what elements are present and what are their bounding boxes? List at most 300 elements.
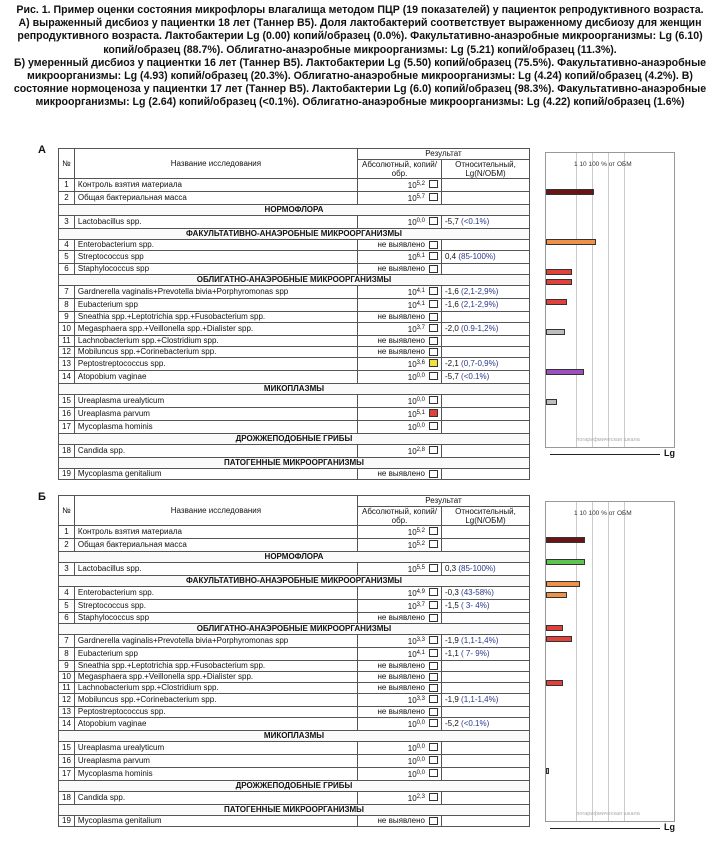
rel-range: ( 7- 9%) <box>461 649 490 658</box>
value-bar <box>546 625 563 631</box>
abs-base: 10 <box>407 720 417 729</box>
row-number: 8 <box>59 299 75 312</box>
rel-cell <box>442 347 530 358</box>
rel-value: -1,6 <box>445 287 459 296</box>
rel-range: (85-100%) <box>458 252 496 261</box>
row-number: 14 <box>59 718 75 731</box>
checkbox[interactable] <box>429 409 438 417</box>
checkbox[interactable] <box>429 636 438 644</box>
row-number: 13 <box>59 707 75 718</box>
test-name: Candida spp. <box>74 445 357 458</box>
abs-cell <box>358 755 442 768</box>
row-number: 1 <box>59 179 75 192</box>
table-row <box>59 683 530 694</box>
checkbox[interactable] <box>429 540 438 548</box>
table-row <box>59 661 530 672</box>
abs-base: 10 <box>407 541 417 550</box>
table-row <box>59 742 530 755</box>
rel-cell <box>442 526 530 539</box>
col-name-header: Название исследования <box>74 149 357 179</box>
abs-exponent: 0,0 <box>416 720 425 726</box>
abs-cell <box>358 563 442 576</box>
row-number: 18 <box>59 792 75 805</box>
abs-base: 10 <box>407 637 417 646</box>
value-bar <box>546 329 565 335</box>
abs-cell <box>358 718 442 731</box>
abs-cell <box>358 408 442 421</box>
checkbox[interactable] <box>429 695 438 703</box>
checkbox[interactable] <box>429 324 438 332</box>
value-bar <box>546 269 572 275</box>
abs-cell <box>358 336 442 347</box>
abs-base: 10 <box>407 194 417 203</box>
abs-value: не выявлено <box>377 707 425 716</box>
checkbox[interactable] <box>429 193 438 201</box>
row-number: 19 <box>59 816 75 827</box>
row-number: 17 <box>59 768 75 781</box>
section-header: ОБЛИГАТНО-АНАЭРОБНЫЕ МИКРООРГАНИЗМЫ <box>59 624 530 635</box>
table-row <box>59 408 530 421</box>
abs-value: не выявлено <box>377 683 425 692</box>
rel-cell <box>442 336 530 347</box>
abs-base: 10 <box>407 288 417 297</box>
rel-range: (0.9-1,2%) <box>461 324 499 333</box>
col-rel-header: Относительный, Lg(N/ОБМ) <box>442 160 530 179</box>
col-name-header: Название исследования <box>74 496 357 526</box>
row-number: 16 <box>59 755 75 768</box>
log-bar-chart <box>545 152 675 448</box>
abs-exponent: 0,0 <box>416 744 425 750</box>
rel-value: -1,6 <box>445 300 459 309</box>
abs-value: не выявлено <box>377 613 425 622</box>
rel-cell <box>442 661 530 672</box>
table-row <box>59 240 530 251</box>
rel-value: -5,7 <box>445 372 459 381</box>
checkbox[interactable] <box>429 673 438 681</box>
test-name: Enterobacterium spp. <box>74 587 357 600</box>
abs-value: не выявлено <box>377 672 425 681</box>
test-name: Sneathia spp.+Leptotrichia spp.+Fusobacterium spp. <box>74 312 357 323</box>
panel-b <box>38 491 680 835</box>
test-name: Gardnerella vaginalis+Prevotella bivia+Porphyromonas spp <box>74 286 357 299</box>
chart-footnote: логарифмическая шкала <box>576 437 640 443</box>
table-row <box>59 792 530 805</box>
figure-caption <box>8 4 712 110</box>
test-name: Gardnerella vaginalis+Prevotella bivia+Porphyromonas spp <box>74 635 357 648</box>
test-name: Eubacterium spp <box>74 299 357 312</box>
rel-value: -2,1 <box>445 359 459 368</box>
checkbox[interactable] <box>429 614 438 622</box>
grid-line <box>608 502 609 821</box>
rel-range: ( 3- 4%) <box>461 601 490 610</box>
rel-cell <box>442 445 530 458</box>
checkbox[interactable] <box>429 708 438 716</box>
rel-cell <box>442 408 530 421</box>
rel-value: -1,5 <box>445 601 459 610</box>
checkbox[interactable] <box>429 684 438 692</box>
rel-range: (0,7-0,9%) <box>461 359 499 368</box>
checkbox[interactable] <box>429 719 438 727</box>
table-row <box>59 421 530 434</box>
test-name: Ureaplasma urealyticum <box>74 395 357 408</box>
rel-value: -1,9 <box>445 636 459 645</box>
test-name: Enterobacterium spp. <box>74 240 357 251</box>
row-number: 3 <box>59 563 75 576</box>
row-number: 12 <box>59 347 75 358</box>
checkbox[interactable] <box>429 662 438 670</box>
row-number: 12 <box>59 694 75 707</box>
chart-footnote: логарифмическая шкала <box>576 811 640 817</box>
abs-value: не выявлено <box>377 661 425 670</box>
abs-value: не выявлено <box>377 240 425 249</box>
value-bar <box>546 559 585 565</box>
abs-exponent: 4,1 <box>416 301 425 307</box>
abs-value: не выявлено <box>377 336 425 345</box>
abs-base: 10 <box>407 528 417 537</box>
rel-cell <box>442 718 530 731</box>
value-bar <box>546 369 584 375</box>
abs-cell <box>358 816 442 827</box>
grid-line <box>608 153 609 447</box>
test-name: Ureaplasma parvum <box>74 408 357 421</box>
rel-range: (43-58%) <box>461 588 494 597</box>
abs-cell <box>358 694 442 707</box>
row-number: 7 <box>59 635 75 648</box>
abs-cell <box>358 240 442 251</box>
checkbox[interactable] <box>429 601 438 609</box>
abs-cell <box>358 613 442 624</box>
rel-cell <box>442 323 530 336</box>
rel-value: -5,7 <box>445 217 459 226</box>
test-name: Общая бактериальная масса <box>74 539 357 552</box>
test-name: Mycoplasma genitalium <box>74 469 357 480</box>
test-name: Megasphaera spp.+Veillonella spp.+Dialister spp. <box>74 323 357 336</box>
abs-value: не выявлено <box>377 312 425 321</box>
checkbox[interactable] <box>429 372 438 380</box>
row-number: 4 <box>59 240 75 251</box>
rel-range: (1,1-1,4%) <box>461 636 499 645</box>
table-row <box>59 395 530 408</box>
row-number: 5 <box>59 251 75 264</box>
col-result-header: Результат <box>358 496 530 507</box>
checkbox[interactable] <box>429 527 438 535</box>
checkbox[interactable] <box>429 470 438 478</box>
row-number: 10 <box>59 672 75 683</box>
table-row <box>59 768 530 781</box>
panel-label: А <box>38 144 46 156</box>
section-header: ФАКУЛЬТАТИВНО-АНАЭРОБНЫЕ МИКРООРГАНИЗМЫ <box>59 229 530 240</box>
row-number: 3 <box>59 216 75 229</box>
abs-exponent: 2,8 <box>416 447 425 453</box>
abs-exponent: 5,1 <box>416 410 425 416</box>
chart-ticks: 1 10 100 % от ОБМ <box>574 510 632 517</box>
grid-line <box>576 502 577 821</box>
section-header: МИКОПЛАЗМЫ <box>59 384 530 395</box>
rel-value: -1,9 <box>445 695 459 704</box>
abs-exponent: 0,0 <box>416 757 425 763</box>
rel-cell <box>442 694 530 707</box>
abs-base: 10 <box>407 373 417 382</box>
abs-base: 10 <box>407 360 417 369</box>
row-number: 8 <box>59 648 75 661</box>
abs-cell <box>358 683 442 694</box>
table-row <box>59 613 530 624</box>
abs-cell <box>358 648 442 661</box>
abs-cell <box>358 264 442 275</box>
checkbox[interactable] <box>429 241 438 249</box>
rel-cell <box>442 707 530 718</box>
rel-cell <box>442 264 530 275</box>
results-table <box>58 148 530 480</box>
rel-cell <box>442 539 530 552</box>
section-header: НОРМОФЛОРА <box>59 205 530 216</box>
table-row <box>59 179 530 192</box>
checkbox[interactable] <box>429 313 438 321</box>
rel-cell <box>442 421 530 434</box>
checkbox[interactable] <box>429 252 438 260</box>
abs-cell <box>358 672 442 683</box>
abs-exponent: 0,0 <box>416 770 425 776</box>
section-header: НОРМОФЛОРА <box>59 552 530 563</box>
table-row <box>59 445 530 458</box>
abs-exponent: 4,9 <box>416 589 425 595</box>
row-number: 1 <box>59 526 75 539</box>
checkbox[interactable] <box>429 396 438 404</box>
abs-cell <box>358 661 442 672</box>
rel-range: (<0.1%) <box>461 372 490 381</box>
abs-cell <box>358 251 442 264</box>
checkbox[interactable] <box>429 649 438 657</box>
results-table <box>58 495 530 827</box>
table-row <box>59 336 530 347</box>
table-row <box>59 707 530 718</box>
table-row <box>59 347 530 358</box>
value-bar <box>546 189 594 195</box>
row-number: 19 <box>59 469 75 480</box>
row-number: 5 <box>59 600 75 613</box>
row-number: 9 <box>59 661 75 672</box>
section-header: ПАТОГЕННЫЕ МИКРООРГАНИЗМЫ <box>59 458 530 469</box>
rel-value: -1,1 <box>445 649 459 658</box>
rel-value: -2,0 <box>445 324 459 333</box>
abs-cell <box>358 299 442 312</box>
table-row <box>59 192 530 205</box>
abs-base: 10 <box>407 696 417 705</box>
table-row <box>59 587 530 600</box>
checkbox[interactable] <box>429 793 438 801</box>
col-abs-header: Абсолютный, копий/обр. <box>358 507 442 526</box>
test-name: Lactobacillus spp. <box>74 216 357 229</box>
abs-base: 10 <box>407 770 417 779</box>
value-bar <box>546 299 567 305</box>
row-number: 2 <box>59 539 75 552</box>
checkbox[interactable] <box>429 769 438 777</box>
test-name: Mycoplasma hominis <box>74 421 357 434</box>
abs-exponent: 0,0 <box>416 397 425 403</box>
rel-range: (2,1-2,9%) <box>461 300 499 309</box>
test-name: Atopobium vaginae <box>74 718 357 731</box>
abs-exponent: 5,2 <box>416 541 425 547</box>
test-name: Lachnobacterium spp.+Clostridium spp. <box>74 336 357 347</box>
abs-value: не выявлено <box>377 816 425 825</box>
test-name: Mycoplasma genitalium <box>74 816 357 827</box>
abs-exponent: 6,1 <box>416 253 425 259</box>
abs-cell <box>358 526 442 539</box>
table-row <box>59 358 530 371</box>
abs-base: 10 <box>407 565 417 574</box>
abs-cell <box>358 768 442 781</box>
rel-value: -0,3 <box>445 588 459 597</box>
value-bar <box>546 399 557 405</box>
test-name: Ureaplasma parvum <box>74 755 357 768</box>
checkbox[interactable] <box>429 217 438 225</box>
checkbox[interactable] <box>429 265 438 273</box>
table-row <box>59 312 530 323</box>
test-name: Общая бактериальная масса <box>74 192 357 205</box>
abs-base: 10 <box>407 757 417 766</box>
checkbox[interactable] <box>429 287 438 295</box>
rel-cell <box>442 240 530 251</box>
checkbox[interactable] <box>429 422 438 430</box>
rel-cell <box>442 613 530 624</box>
section-header: МИКОПЛАЗМЫ <box>59 731 530 742</box>
checkbox[interactable] <box>429 743 438 751</box>
table-row <box>59 563 530 576</box>
axis-arrow <box>550 454 660 455</box>
checkbox[interactable] <box>429 337 438 345</box>
row-number: 6 <box>59 613 75 624</box>
grid-line <box>624 153 625 447</box>
row-number: 10 <box>59 323 75 336</box>
test-name: Atopobium vaginae <box>74 371 357 384</box>
table-row <box>59 251 530 264</box>
rel-cell <box>442 600 530 613</box>
checkbox[interactable] <box>429 300 438 308</box>
test-name: Контроль взятия материала <box>74 179 357 192</box>
test-name: Eubacterium spp <box>74 648 357 661</box>
test-name: Mycoplasma hominis <box>74 768 357 781</box>
col-abs-header: Абсолютный, копий/обр. <box>358 160 442 179</box>
axis-label: Lg <box>664 822 675 832</box>
row-number: 15 <box>59 395 75 408</box>
abs-cell <box>358 445 442 458</box>
value-bar <box>546 581 580 587</box>
abs-cell <box>358 312 442 323</box>
grid-line <box>592 502 593 821</box>
table-row <box>59 286 530 299</box>
section-header: ФАКУЛЬТАТИВНО-АНАЭРОБНЫЕ МИКРООРГАНИЗМЫ <box>59 576 530 587</box>
value-bar <box>546 680 563 686</box>
grid-line <box>576 153 577 447</box>
table-row <box>59 526 530 539</box>
table-row <box>59 469 530 480</box>
abs-exponent: 5,2 <box>416 181 425 187</box>
abs-base: 10 <box>407 325 417 334</box>
caption-line: А) выраженный дисбиоз у пациентки 18 лет (Таннер В5). Доля лактобактерий соответствует выраженному дисбиозу для женщин репродуктивного возраста. Лактобактерии Lg (0.00) копий/образец (0.0%). Факультативно-анаэробные микроорганизмы: Lg (6.10) копий/образец (88.7%). Облигатно-анаэробные микроорганизмы: Lg (5.21) копий/образец (11.3%). <box>17 17 703 56</box>
test-name: Peptostreptococcus spp. <box>74 358 357 371</box>
row-number: 6 <box>59 264 75 275</box>
table-row <box>59 600 530 613</box>
rel-cell <box>442 635 530 648</box>
row-number: 14 <box>59 371 75 384</box>
checkbox[interactable] <box>429 588 438 596</box>
checkbox[interactable] <box>429 446 438 454</box>
abs-cell <box>358 421 442 434</box>
abs-base: 10 <box>407 589 417 598</box>
rel-cell <box>442 299 530 312</box>
abs-cell <box>358 600 442 613</box>
value-bar <box>546 592 567 598</box>
row-number: 11 <box>59 336 75 347</box>
table-row <box>59 635 530 648</box>
value-bar <box>546 537 585 543</box>
checkbox[interactable] <box>429 817 438 825</box>
checkbox[interactable] <box>429 348 438 356</box>
test-name: Mobiluncus spp.+Corinebacterium spp. <box>74 694 357 707</box>
rel-cell <box>442 683 530 694</box>
test-name: Megasphaera spp.+Veillonella spp.+Dialister spp. <box>74 672 357 683</box>
test-name: Peptostreptococcus spp. <box>74 707 357 718</box>
abs-base: 10 <box>407 423 417 432</box>
abs-cell <box>358 395 442 408</box>
value-bar <box>546 636 572 642</box>
rel-cell <box>442 469 530 480</box>
abs-base: 10 <box>407 650 417 659</box>
abs-exponent: 3,6 <box>416 360 425 366</box>
axis-arrow <box>550 828 660 829</box>
rel-range: (2,1-2,9%) <box>461 287 499 296</box>
abs-base: 10 <box>407 301 417 310</box>
checkbox[interactable] <box>429 564 438 572</box>
abs-value: не выявлено <box>377 264 425 273</box>
abs-value: не выявлено <box>377 347 425 356</box>
col-rel-header: Относительный, Lg(N/ОБМ) <box>442 507 530 526</box>
abs-exponent: 4,1 <box>416 650 425 656</box>
caption-line: Рис. 1. Пример оценки состояния микрофлоры влагалища методом ПЦР (19 показателей) у пациенток репродуктивного возраста. <box>16 4 704 16</box>
abs-cell <box>358 792 442 805</box>
test-name: Streptococcus spp. <box>74 600 357 613</box>
abs-exponent: 5,5 <box>416 565 425 571</box>
row-number: 7 <box>59 286 75 299</box>
abs-cell <box>358 347 442 358</box>
test-name: Staphylococcus spp <box>74 264 357 275</box>
rel-cell <box>442 192 530 205</box>
rel-value: 0,4 <box>445 252 457 261</box>
abs-value: не выявлено <box>377 469 425 478</box>
checkbox[interactable] <box>429 756 438 764</box>
col-num-header: № <box>59 496 75 526</box>
rel-cell <box>442 768 530 781</box>
log-bar-chart <box>545 501 675 822</box>
section-header: ОБЛИГАТНО-АНАЭРОБНЫЕ МИКРООРГАНИЗМЫ <box>59 275 530 286</box>
rel-range: (<0.1%) <box>461 719 490 728</box>
table-row <box>59 718 530 731</box>
abs-cell <box>358 323 442 336</box>
table-row <box>59 323 530 336</box>
checkbox[interactable] <box>429 359 438 367</box>
rel-cell <box>442 286 530 299</box>
table-row <box>59 648 530 661</box>
row-number: 16 <box>59 408 75 421</box>
test-name: Staphylococcus spp <box>74 613 357 624</box>
grid-line <box>624 502 625 821</box>
abs-exponent: 5,2 <box>416 528 425 534</box>
rel-cell <box>442 742 530 755</box>
row-number: 13 <box>59 358 75 371</box>
checkbox[interactable] <box>429 180 438 188</box>
table-row <box>59 755 530 768</box>
row-number: 15 <box>59 742 75 755</box>
